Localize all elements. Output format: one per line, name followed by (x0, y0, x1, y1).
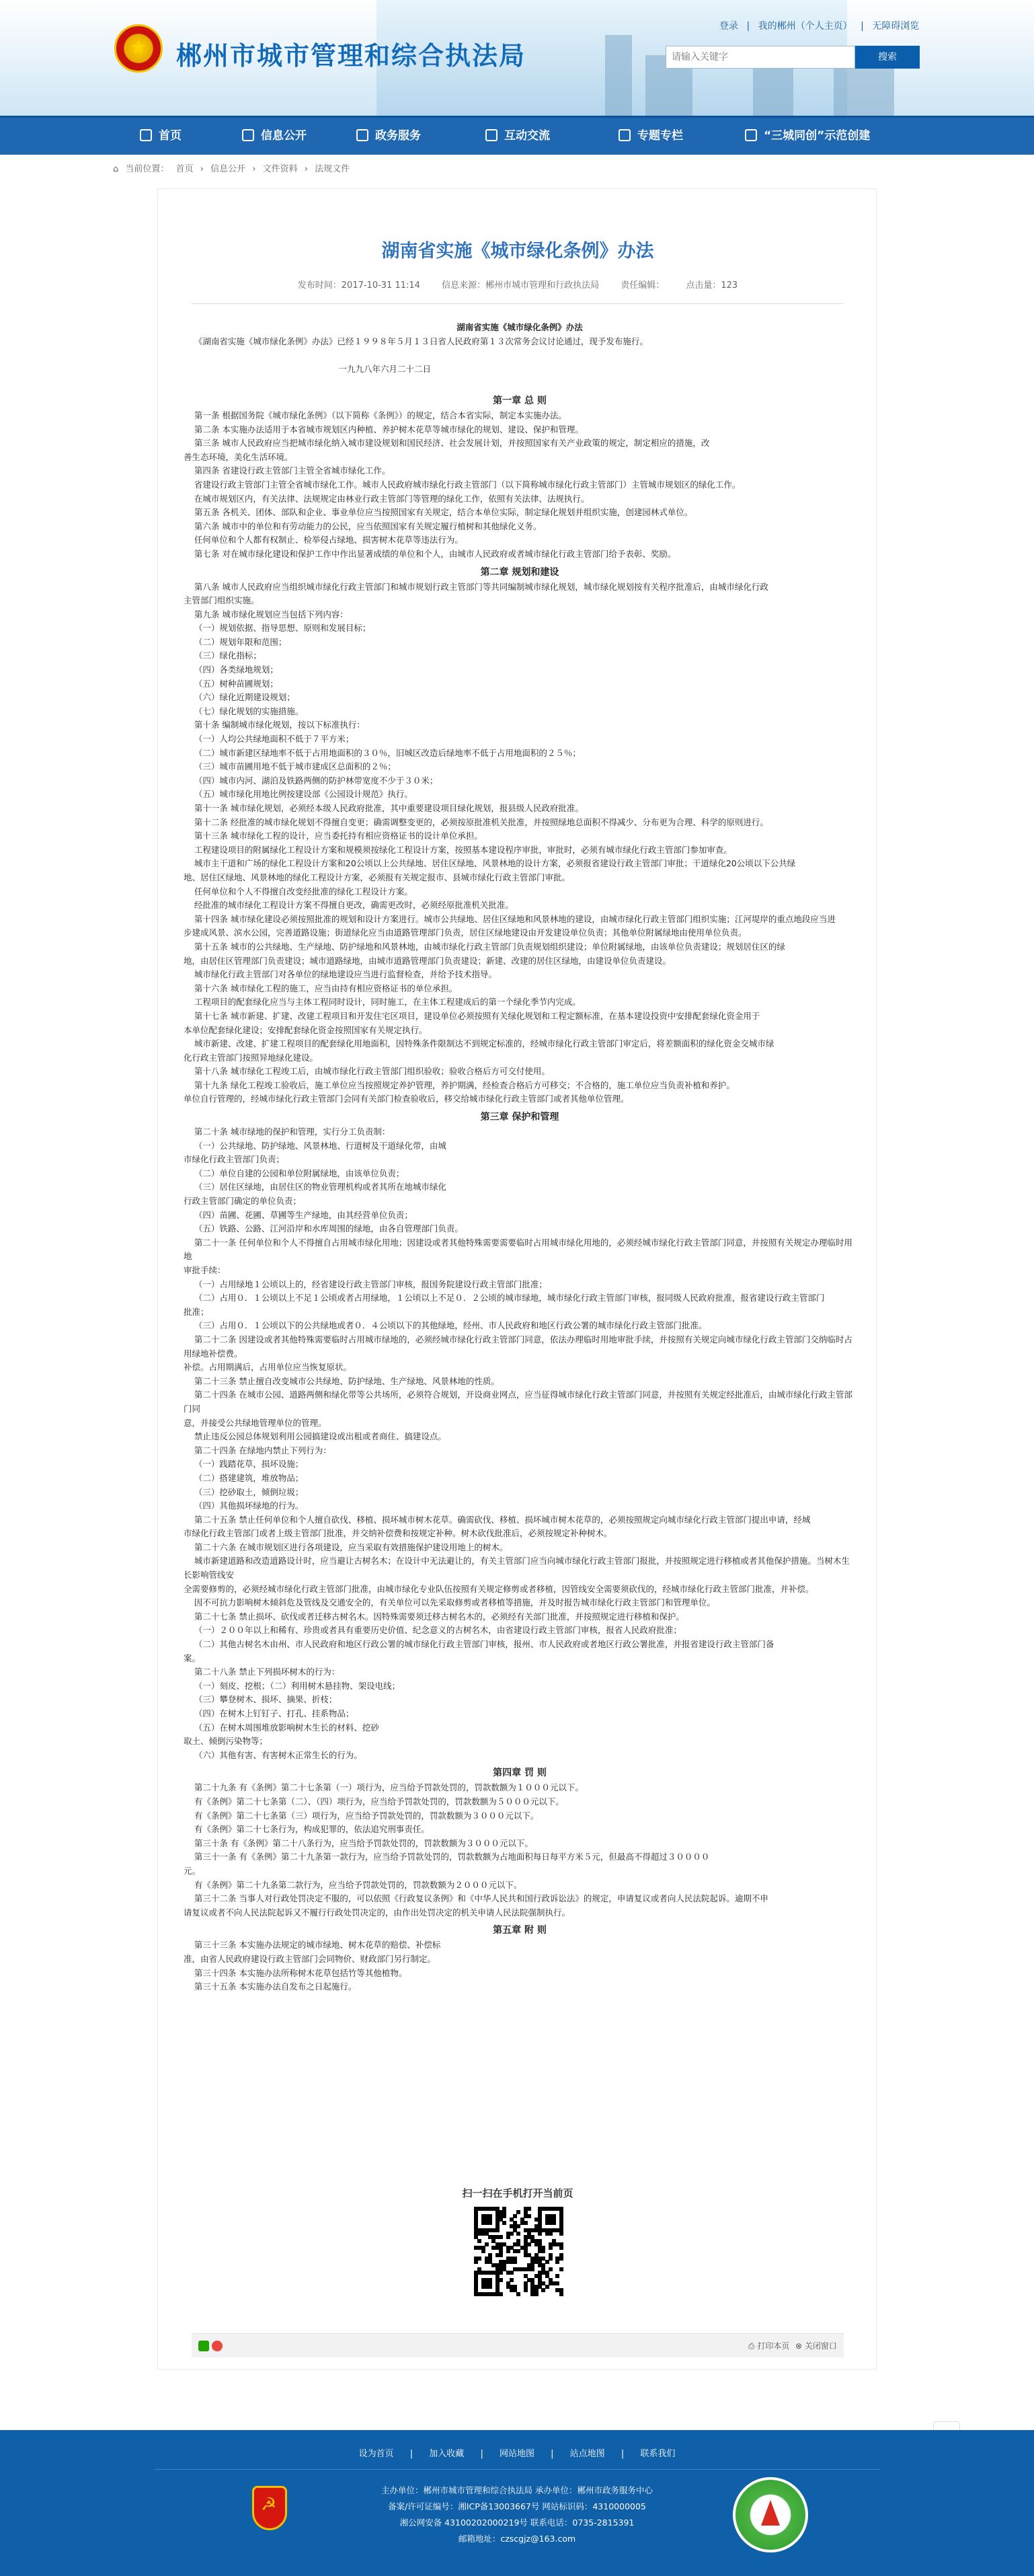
qr-module (527, 2207, 531, 2211)
paragraph: 第二十九条 有《条例》第二十七条第（一）项行为，应当给予罚款处罚的，罚款数额为１０００元以下。 (184, 1782, 584, 1793)
paragraph: （四）苗圃、花圃、草圃等生产绿地，由其经营单位负责； (184, 1209, 413, 1220)
publish-time: 发布时间：2017-10-31 11:14 (297, 280, 420, 291)
email-line: 邮箱地址：czscgjz@163.com (458, 2534, 576, 2544)
separator: | (551, 2449, 554, 2459)
icp-line: 备案/许可证编号：湘ICP备13003667号 网站标识码：4310000005 (388, 2501, 646, 2511)
main-nav (0, 116, 1034, 155)
nav-three-cities[interactable] (745, 118, 870, 155)
layers-icon (619, 129, 631, 141)
nav-interaction[interactable] (485, 118, 550, 155)
document-icon (242, 129, 254, 141)
paragraph: 第三条 城市人民政府应当把城市绿化纳入城市建设规划和国民经济、社会发展计划，并按照国家有关产业政策的规定，制定相应的措施，改 (184, 438, 710, 449)
paragraph: （五）城市绿化用地比例按建设部《公园设计规范》执行。 (184, 789, 413, 800)
qr-module (541, 2249, 545, 2253)
paragraph: 第二十六条 在城市规划区进行各项建设，应当采取有效措施保护建设用地上的树木。 (184, 1542, 508, 1552)
top-links (719, 19, 924, 32)
nav-gov-service[interactable] (356, 118, 421, 155)
site-header (0, 0, 1034, 116)
paragraph (184, 348, 856, 363)
paragraph: （三）攀登树木、损坏、摘果、折枝； (184, 1694, 337, 1705)
qr-module (477, 2239, 481, 2243)
chapter-heading: 第二章 规划和建设 (480, 566, 559, 578)
my-chenzhou-link[interactable]: 我的郴州（个人主页） (758, 21, 852, 32)
article-container (157, 188, 877, 2370)
paragraph: （一）人均公共绿地面积不低于７平方米； (184, 734, 354, 745)
paragraph: （四）城市内河、湖泊及铁路两侧的防护林带宽度不少于３０米； (184, 775, 438, 786)
nav-label: 专题专栏 (637, 129, 683, 143)
paragraph: 补偿。占用期满后，占用单位应当恢复原状。 (184, 1362, 352, 1373)
paragraph: 《湖南省实施《城市绿化条例》办法》已经１９９８年５月１３日省人民政府第１３次常务会议讨论通过，现予发布施行。 (184, 336, 648, 346)
paragraph: 第二十五条 禁止任何单位和个人擅自砍伐、移植、损坏城市树木花草。确需砍伐、移植、损坏城市树木花草的，必须按照规定向城市绿化行政主管部门提出申请，经城 (184, 1514, 811, 1525)
qr-module (527, 2214, 531, 2218)
qr-caption: 扫一扫在手机打开当前页 (462, 2187, 573, 2199)
paragraph: 地，由居住区管理部门负责建设；城市道路绿地，由城市道路管理部门负责建设；新建、改建的居住区绿地，由建设单位负责建设。 (184, 955, 672, 966)
site-footer (0, 2430, 1034, 2576)
breadcrumb-sep: › (252, 164, 256, 174)
paragraph: （三）城市苗圃用地不低于城市建成区总面积的２％； (184, 761, 396, 772)
paragraph: 第十三条 城市绿化工程的设计，应当委托持有相应资格证书的设计单位承担。 (184, 831, 483, 841)
paragraph: （四）各类绿地规划； (184, 665, 278, 675)
paragraph: 行政主管部门确定的单位负责； (184, 1196, 302, 1207)
paragraph: 意，并接受公共绿地管理单位的管理。 (184, 1417, 327, 1428)
breadcrumb-docs[interactable]: 文件资料 (262, 164, 298, 174)
location-icon: ⌂ (113, 164, 119, 174)
paragraph: 有《条例》第二十七条第（三）项行为，应当给予罚款处罚的，罚款数额为３０００元以下。 (184, 1810, 539, 1821)
gov-website-badge[interactable] (733, 2477, 808, 2552)
qr-module (552, 2221, 556, 2225)
paragraph: （二）城市新建区绿地率不低于占用地面积的３０％，旧城区改造后绿地率不低于占用地面积的２５％； (184, 747, 581, 758)
qr-module (541, 2288, 545, 2292)
paragraph: （三）占用０．１公顷以下的公共绿地或者０．４公顷以下的其他绿地，经州、市人民政府和地区行政公署的城市绿化行政主管部门批准。 (184, 1320, 707, 1331)
wechat-share-icon[interactable] (198, 2341, 209, 2351)
qr-module (510, 2278, 514, 2282)
paragraph: （一）占用绿地１公顷以上的，经省建设行政主管部门审核，报国务院建设行政主管部门批准； (184, 1279, 547, 1289)
print-button[interactable] (748, 2340, 789, 2351)
paragraph: 第三十三条 本实施办法规定的城市绿地、树木花草的赔偿、补偿标 (184, 1940, 441, 1950)
paragraph: （一）刻皮、挖根；（二）利用树木悬挂物、架设电线； (184, 1680, 401, 1691)
paragraph: 第三十五条 本实施办法自发布之日起施行。 (184, 1981, 357, 1992)
paragraph: 省建设行政主管部门主管全省城市绿化工作。城市人民政府城市绿化行政主管部门（以下简称城市绿化行政主管部门）主管城市规划区的绿化工作。 (184, 479, 741, 490)
qr-module (559, 2232, 563, 2236)
qr-module (516, 2292, 520, 2296)
paragraph: 第十一条 城市绿化规划，必须经本级人民政府批准，其中重要建设项目绿化规划，报县级人民政府批准。 (184, 803, 584, 813)
qr-module (495, 2228, 500, 2232)
paragraph: 有《条例》第二十九条第二款行为，应当给予罚款处罚的，罚款数额为２０００元以下。 (184, 1879, 522, 1890)
paragraph: （七）绿化规划的实施措施。 (184, 706, 304, 716)
qr-module (510, 2232, 514, 2236)
paragraph: 第三十四条 本实施办法所称树木花草包括竹等其他植物。 (184, 1967, 407, 1978)
paragraph: 本单位配套绿化建设；安排配套绿化资金按照国家有关规定执行。 (184, 1024, 428, 1035)
paragraph: （一）２００年以上和稀有、珍贵或者具有重要历史价值、纪念意义的古树名木，由省建设行政主管部门审核，报省人民政府批准； (184, 1625, 682, 1636)
paragraph: 第十六条 城市绿化工程的施工，应当由持有相应资格证书的单位承担。 (184, 983, 458, 993)
accessibility-link[interactable]: 无障碍浏览 (872, 21, 920, 32)
paragraph: 第八条 城市人民政府应当组织城市绿化行政主管部门和城市规划行政主管部门等共同编制城市绿化规划，城市绿化规划按有关程序批准后，由城市绿化行政 (184, 581, 768, 592)
qr-module (485, 2242, 489, 2246)
qr-module (481, 2249, 485, 2253)
paragraph: 任何单位和个人不得擅自改变经批准的绿化工程设计方案。 (184, 886, 413, 897)
edit-icon (356, 129, 368, 141)
paragraph: （二）规划年限和范围； (184, 636, 287, 647)
site-map-link[interactable]: 网站地图 (499, 2449, 534, 2459)
login-link[interactable]: 登录 (719, 21, 738, 32)
paragraph: 第三十二条 当事人对行政处罚决定不服的，可以依照《行政复议条例》和《中华人民共和国行政诉讼法》的规定，申请复议或者向人民法院起诉。逾期不申 (184, 1893, 768, 1904)
qr-module (516, 2224, 520, 2228)
paragraph: 城市新建、改建、扩建工程项目的配套绿化用地面积，因特殊条件限制达不到规定标准的，经城市绿化行政主管部门审定后，将差额面积的绿化资金交城市绿 (184, 1038, 774, 1049)
qr-module (545, 2285, 549, 2289)
nav-label: “三城同创”示范创建 (764, 129, 871, 143)
divider (155, 2469, 881, 2470)
separator: | (861, 21, 864, 32)
view-count: 点击量：123 (686, 280, 738, 291)
separator: | (746, 21, 750, 32)
nav-info-public[interactable] (242, 118, 307, 155)
paragraph: 任何单位和个人都有权制止、检举侵占绿地、损害树木花草等违法行为。 (184, 535, 463, 545)
qr-module (506, 2235, 510, 2239)
paragraph: 第二十七条 禁止损坏、砍伐或者迁移古树名木。因特殊需要须迁移古树名木的，必须经有关部门批准，并按照规定进行移植和保护。 (184, 1611, 684, 1622)
paragraph: 取土、倾倒污染物等； (184, 1736, 268, 1747)
paragraph: （一）践踏花草，损坏设施； (184, 1459, 304, 1470)
paragraph: 第七条 对在城市绿化建设和保护工作中作出显著成绩的单位和个人，由城市人民政府或者城市绿化行政主管部门给予表彰、奖励。 (184, 548, 676, 559)
paragraph: （四）在树木上钉钉子、打孔、挂系物品； (184, 1708, 354, 1718)
paragraph: 第二十四条 在城市公园、道路两侧和绿化带等公共场所，必须符合规划，开设商业网点，应当征得城市绿化行政主管部门同意，并按照有关规定经批准后，由城市绿化行政主管部门同 (184, 1390, 852, 1414)
paragraph: 第十八条 城市绿化工程竣工后，由城市绿化行政主管部门组织验收；验收合格后方可交付使用。 (184, 1066, 550, 1077)
qr-code (474, 2207, 563, 2296)
police-record-line: 湘公网安备 43100202000219号 联系电话：0735-2815391 (399, 2517, 635, 2528)
paragraph: 第四条 省建设行政主管部门主管全省城市绿化工作。 (184, 465, 391, 476)
nav-label: 政务服务 (375, 129, 421, 143)
paragraph: 化行政主管部门按照异地绿化建设。 (184, 1052, 319, 1063)
qr-module (559, 2292, 563, 2296)
paragraph: 步建成风景、滨水公园，完善道路设施；街道绿化应当由道路管理部门负责，居住区绿地建设由开发建设单位负责；其他单位附属绿地由使用单位负责。 (184, 927, 747, 938)
paragraph: 第二十八条 禁止下列损坏树木的行为： (184, 1667, 340, 1677)
chapter-heading: 第五章 附 则 (493, 1925, 547, 1936)
qr-module (530, 2267, 534, 2271)
paragraph: 第六条 城市中的单位和有劳动能力的公民，应当依照国家有关规定履行植树和其他绿化义务。 (184, 521, 542, 531)
paragraph: 禁止违反公园总体规划利用公园搞建设或出租或者商住、搞建设点。 (184, 1431, 446, 1442)
doc-heading: 湖南省实施《城市绿化条例》办法 (456, 322, 583, 332)
paragraph: 第二十四条 在绿地内禁止下列行为： (184, 1445, 331, 1455)
qr-module (549, 2232, 553, 2236)
article-meta (158, 278, 877, 291)
chat-icon (485, 129, 498, 141)
paragraph: 全需要修剪的，必须经城市绿化行政主管部门批准，由城市绿化专业队伍按照有关规定修剪或者移植，因管线安全需要须砍伐的，经城市绿化行政主管部门批准，并补偿。 (184, 1583, 814, 1594)
qr-module (506, 2249, 510, 2253)
paragraph: 第十五条 城市的公共绿地、生产绿地、防护绿地和风景林地，由城市绿化行政主管部门负责规划组织建设；单位附属绿地，由该单位负责建设；规划居住区的绿 (184, 941, 785, 952)
paragraph: （一）公共绿地、防护绿地、风景林地、行道树及干道绿化带，由城 (184, 1140, 446, 1151)
chapter-heading: 第三章 保护和管理 (480, 1112, 559, 1123)
paragraph: 地、居住区绿地、风景林地的绿化工程设计方案，必须报有关规定报市、县城市绿化行政主管部门审批。 (184, 872, 571, 882)
paragraph: 因不可抗力影响树木倾斜危及管线及交通安全的，有关单位可以先采取修剪或者移植等措施，并及时报告城市绿化行政主管部门和管理单位。 (184, 1597, 715, 1608)
qr-module (516, 2249, 520, 2253)
article-title: 湖南省实施《城市绿化条例》办法 (381, 241, 654, 262)
site-title: 郴州市城市管理和综合执法局 (176, 41, 526, 71)
qr-module (488, 2285, 492, 2289)
paragraph: （一）规划依据、指导思想、原则和发展目标； (184, 623, 371, 634)
paragraph: 第三十条 有《条例》第二十八条行为，应当给予罚款处罚的，罚款数额为３０００元以下。 (184, 1838, 533, 1848)
footer-links (0, 2446, 1034, 2459)
separator: | (409, 2449, 413, 2459)
paragraph: 第十条 编制城市绿化规划，按以下标准执行： (184, 720, 365, 730)
qr-module (559, 2267, 563, 2271)
paragraph: （二）搭建建筑，堆放物品； (184, 1472, 304, 1483)
article-body (184, 321, 856, 1994)
qr-module (499, 2271, 503, 2275)
qr-module (499, 2235, 503, 2239)
separator: | (480, 2449, 483, 2459)
chapter-heading: 第一章 总 则 (493, 395, 547, 406)
qr-module (502, 2221, 506, 2225)
paragraph: 第三十一条 有《条例》第二十九条第一款行为，应当给予罚款处罚的，罚款数额为占地面积每日每平方米５元，但最高不得超过３００００ (184, 1852, 710, 1862)
paragraph: 城市绿化行政主管部门对各单位的绿地建设应当进行监督检查，并给予技术指导。 (184, 969, 497, 980)
paragraph: 城市主干道和广场的绿化工程设计方案和20公顷以上公共绿地、居住区绿地、风景林地的设计方案，必须报省建设行政主管部门审批；干道绿化20公顷以下公共绿 (184, 858, 796, 869)
paragraph (184, 376, 856, 390)
qr-module (549, 2267, 553, 2271)
station-map-link[interactable]: 站点地图 (569, 2449, 605, 2459)
paragraph: 市绿化行政主管部门或者上级主管部门批准，并交纳补偿费和按规定补种。树木砍伐批准后，必须按规定补种树木。 (184, 1528, 612, 1539)
qr-module (513, 2214, 517, 2218)
paragraph: 第五条 各机关、团体、部队和企业、事业单位应当按照国家有关规定，结合本单位实际，制定绿化规划并组织实施，创建园林式单位。 (184, 507, 693, 518)
breadcrumb-sep: › (304, 164, 308, 174)
paragraph: 城市新建道路和改造道路设计时，应当避让古树名木；在设计中无法避让的，有关主管部门应当向城市绿化行政主管部门报批，并按照规定进行移植或者其他保护措施。当树木生长影响管线安 (184, 1556, 850, 1581)
qr-module (559, 2257, 563, 2261)
national-emblem-logo (114, 24, 163, 73)
footer-info (0, 2483, 1034, 2547)
nav-special-topic[interactable] (619, 118, 683, 155)
paragraph: 有《条例》第二十七条第（二）、（四）项行为，应当给予罚款处罚的，罚款数额为５０００元以下。 (184, 1796, 564, 1807)
paragraph: 第十二条 经批准的城市绿化规划不得擅自变更；确需调整变更的，必须按原批准机关批准，并按照绿地总面积不得减少、分布更为合理、科学的原则进行。 (184, 817, 768, 827)
info-source: 信息来源：郴州市城市管理和行政执法局 (442, 280, 600, 291)
paragraph: 第二条 本实施办法适用于本省城市规划区内种植、养护树木花草等城市绿化的规划、建设、保护和管理。 (184, 424, 584, 434)
breadcrumb-label: 当前位置： (125, 164, 169, 174)
close-label: 关闭窗口 (804, 2341, 837, 2351)
paragraph: （三）挖砂取土，倾倒垃圾； (184, 1486, 304, 1497)
paragraph: （五）铁路、公路、江河沿岸和水库周围的绿地，由各自管理部门负责。 (184, 1223, 463, 1234)
qr-module (499, 2253, 503, 2257)
article-toolbar (192, 2333, 844, 2357)
paragraph: （二）其他古树名木由州、市人民政府和地区行政公署的城市绿化行政主管部门审核，报州、市人民政府或者地区行政公署批准，并报省建设行政主管部门备 (184, 1639, 774, 1650)
weibo-share-icon[interactable] (212, 2341, 223, 2351)
paragraph: 第二十二条 因建设或者其他特殊需要临时占用城市绿地的，必须经城市绿化行政主管部门同意，依法办理临时用地审批手续，并按照有关规定向城市绿化行政主管部门交纳临时占用绿地补偿费。 (184, 1334, 852, 1359)
breadcrumb-info-public[interactable]: 信息公开 (210, 164, 246, 174)
paragraph: （四）其他损坏绿地的行为。 (184, 1501, 304, 1511)
qr-module (538, 2232, 542, 2236)
sponsor-line: 主办单位：郴州市城市管理和综合执法局 承办单位：郴州市政务服务中心 (381, 2485, 653, 2495)
qr-module (502, 2214, 506, 2218)
chapter-heading: 第四章 罚 则 (493, 1768, 547, 1779)
paragraph: 案。 (184, 1653, 201, 1663)
qr-module (534, 2292, 539, 2296)
paragraph: 市绿化行政主管部门负责； (184, 1154, 285, 1165)
paragraph: 一九九八年六月二十二日 (184, 363, 431, 374)
paragraph: （三）绿化指标； (184, 650, 262, 661)
paragraph: 第九条 城市绿化规划应当包括下列内容： (184, 609, 348, 619)
breadcrumb (113, 161, 354, 174)
paragraph: 元。 (184, 1865, 201, 1876)
qr-module (477, 2257, 481, 2261)
separator: | (621, 2449, 625, 2459)
qr-module (488, 2221, 492, 2225)
qr-module (555, 2281, 559, 2285)
nav-label: 互动交流 (504, 129, 550, 143)
printer-icon: ⎙ (748, 2341, 758, 2351)
qr-module (555, 2274, 559, 2278)
qr-module (513, 2260, 517, 2264)
qr-module (555, 2260, 559, 2264)
paragraph: （六）绿化近期建设规划； (184, 692, 295, 703)
editor: 责任编辑： (621, 280, 665, 291)
qr-module (474, 2260, 478, 2264)
paragraph: 工程项目的配套绿化应当与主体工程同时设计，同时施工，在主体工程建成后的第一个绿化季节内完成。 (184, 997, 581, 1008)
divider (192, 303, 844, 304)
qr-module (510, 2271, 514, 2275)
paragraph: 第十四条 城市绿化建设必须按照批准的规划和设计方案进行。城市公共绿地、居住区绿地和风景林地的建设，由城市绿化行政主管部门组织实施；江河堤岸的重点地段应当进 (184, 913, 836, 924)
paragraph: 经批准的城市绿化工程设计方案不得擅自更改，确需更改时，必须经原批准机关批准。 (184, 900, 514, 911)
paragraph: （六）其他有害、有害树木正常生长的行为。 (184, 1749, 362, 1760)
home-icon (140, 129, 152, 141)
qr-module (516, 2210, 520, 2214)
paragraph: 批准； (184, 1306, 209, 1317)
qr-module (516, 2232, 520, 2236)
paragraph: 请复议或者不向人民法院起诉又不履行行政处罚决定的，由作出处罚决定的机关申请人民法院强制执行。 (184, 1907, 571, 1918)
grid-icon (745, 129, 757, 141)
qr-module (549, 2246, 553, 2250)
paragraph: 第二十一条 任何单位和个人不得擅自占用城市绿化用地；因建设或者其他特殊需要需要临时占用城市绿化用地的，必须经城市绿化行政主管部门同意，并按照有关规定办理临时用地 (184, 1237, 852, 1262)
paragraph: 善生态环境，美化生活环境。 (184, 451, 293, 462)
print-label: 打印本页 (757, 2341, 790, 2351)
search-input[interactable] (666, 46, 855, 69)
paragraph: （三）居住区绿地，由居住区的物业管理机构或者其所在地城市绿化 (184, 1182, 446, 1192)
paragraph: （二）占用０．１公顷以上不足１公顷或者占用绿地，１公顷以上不足０．２公顷的城市绿地，城市绿化行政主管部门审核，报同级人民政府批准，报省建设行政主管部门 (184, 1293, 825, 1303)
qr-module (499, 2278, 503, 2282)
banner-building (605, 35, 632, 116)
set-homepage-link[interactable]: 设为首页 (358, 2449, 394, 2459)
paragraph: 准，由省人民政府建设行政主管部门会同物价、财政部门另行制定。 (184, 1953, 436, 1964)
paragraph: 在城市规划区内，有关法律、法规规定由林业行政主管部门等管理的绿化工作，依照有关法律、法规执行。 (184, 493, 590, 504)
contact-link[interactable]: 联系我们 (640, 2449, 676, 2459)
breadcrumb-regulations[interactable]: 法规文件 (315, 164, 350, 174)
paragraph: 有《条例》第二十七条行为，构成犯罪的，依法追究刑事责任。 (184, 1824, 430, 1835)
paragraph: 单位自行管理的，经城市绿化行政主管部门会同有关部门检查验收后，移交给城市绿化行政主管部门或者其他单位管理。 (184, 1094, 629, 1104)
qr-module (524, 2288, 528, 2292)
qr-module (524, 2221, 528, 2225)
search-button[interactable]: 搜索 (855, 46, 920, 69)
paragraph: （五）在树木周围堆放影响树木生长的材料、挖砂 (184, 1722, 379, 1733)
nav-label: 信息公开 (261, 129, 307, 143)
paragraph: 审批手续： (184, 1265, 226, 1275)
qr-module (499, 2292, 503, 2296)
breadcrumb-home[interactable]: 首页 (175, 164, 194, 174)
paragraph: 第二十条 城市绿地的保护和管理，实行分工负责制： (184, 1127, 391, 1137)
qr-module (527, 2242, 531, 2246)
add-favorite-link[interactable]: 加入收藏 (429, 2449, 465, 2459)
qr-module (545, 2260, 549, 2264)
banner-building (834, 69, 894, 116)
paragraph: 主管部门组织实施。 (184, 595, 260, 606)
nav-label: 首页 (159, 129, 182, 143)
paragraph: （五）树种苗圃规划； (184, 678, 278, 689)
qr-module (549, 2257, 553, 2261)
breadcrumb-sep: › (200, 164, 204, 174)
close-window-button[interactable] (795, 2340, 837, 2351)
paragraph: 第一条 根据国务院《城市绿化条例》（以下简称《条例》）的规定，结合本省实际，制定本实施办法。 (184, 410, 567, 420)
paragraph: 第二十三条 禁止擅自改变城市公共绿地、防护绿地、生产绿地、风景林地的性质。 (184, 1375, 500, 1386)
close-icon: ⊗ (795, 2341, 805, 2351)
paragraph: 第十九条 绿化工程竣工验收后，施工单位应当按照规定养护管理，养护期满，经检查合格后方可移交；不合格的，施工单位应当负责补植和养护。 (184, 1079, 735, 1090)
qr-module (559, 2246, 563, 2250)
paragraph: （二）单位自建的公园和单位附属绿地，由该单位负责； (184, 1168, 405, 1178)
paragraph: 第十七条 城市新建、扩建、改建工程项目和开发住宅区项目，建设单位必须按照有关绿化规划和工程定额标准，在基本建设投资中安排配套绿化资金用于 (184, 1010, 760, 1021)
nav-home[interactable] (140, 118, 182, 155)
paragraph: 工程建设项目的附属绿化工程设计方案和规模须按绿化工程设计方案，按照基本建设程序审批，审批时，必须有城市绿化行政主管部门参加审查。 (184, 844, 732, 855)
